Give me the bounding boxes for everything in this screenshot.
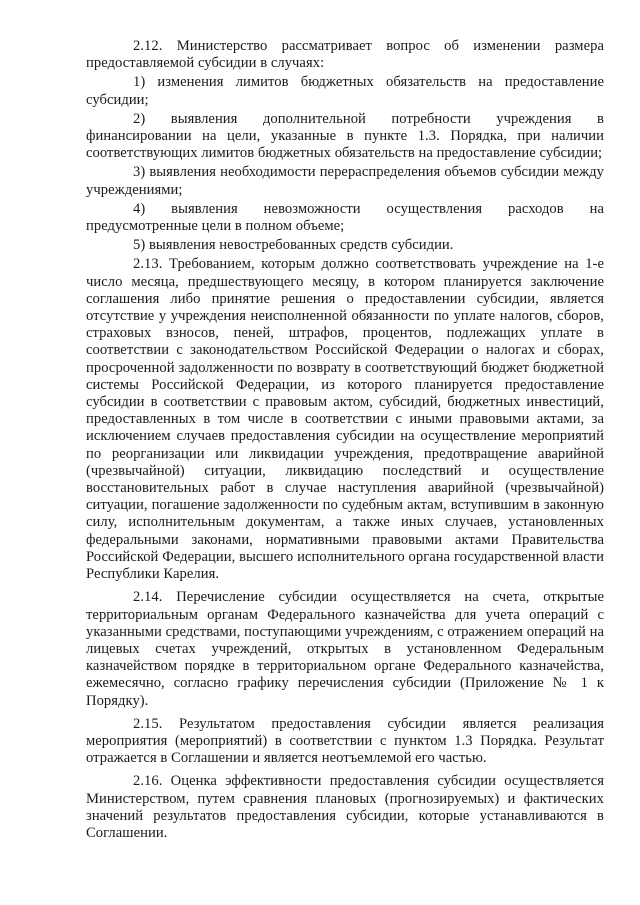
list-item-2-12-1: 1) изменения лимитов бюджетных обязательств на предоставление субсидии; [86, 74, 604, 108]
paragraph-2-12: 2.12. Министерство рассматривает вопрос об изменении размера предоставляемой субсидии в случаях: [86, 38, 604, 72]
list-item-2-12-3: 3) выявления необходимости перераспределения объемов субсидии между учреждениями; [86, 164, 604, 198]
paragraph-2-16: 2.16. Оценка эффективности предоставления субсидии осуществляется Министерством, путем сравнения плановых (прогнозируемых) и фактических значений результатов предоставления субсидии, которые устанавливаются в Соглашении. [86, 773, 604, 841]
list-item-2-12-5: 5) выявления невостребованных средств субсидии. [133, 237, 454, 254]
paragraph-2-15: 2.15. Результатом предоставления субсидии является реализация мероприятия (мероприятий) в соответствии с пунктом 1.3 Порядка. Результат отражается в Соглашении и является неотъемлемой его частью. [86, 715, 604, 767]
document-page [86, 38, 604, 844]
list-item-2-12-2: 2) выявления дополнительной потребности учреждения в финансировании на цели, указанные в пункте 1.3. Порядка, при наличии соответствующих лимитов бюджетных обязательств на предоставление субсидии; [86, 110, 604, 162]
paragraph-2-14: 2.14. Перечисление субсидии осуществляется на счета, открытые территориальным органам Федерального казначейства для учета операций с указанными средствами, поступающими учреждениям, с отражением операций на лицевых счетах учреждений, открытых в установленном Федеральным казначейством порядке в территориальном органе Федерального казначейства, ежемесячно, согласно графику перечисления субсидии (Приложение № 1 к Порядку). [86, 589, 604, 709]
list-item-2-12-4: 4) выявления невозможности осуществления расходов на предусмотренные цели в полном объеме; [86, 200, 604, 235]
paragraph-2-13: 2.13. Требованием, которым должно соответствовать учреждение на 1-е число месяца, предшествующего месяцу, в котором планируется заключение соглашения либо принятие решения о предоставлении субсидии, является отсутствие у учреждения неисполненной обязанности по уплате налогов, сборов, страховых взносов, пеней, штрафов, процентов, подлежащих уплате в соответствии с законодательством Российской Федерации о налогах и сборах, просроченной задолженности по возврату в соответствующий бюджет бюджетной системы Российской Федерации, из которого планируется предоставление субсидии в соответствии с правовым актом, субсидий, бюджетных инвестиций, предоставленных в том числе в соответствии с иными правовыми актами, за исключением случаев предоставления субсидии на осуществление мероприятий по реорганизации или ликвидации учреждения, предотвращение аварийной (чрезвычайной) ситуации, ликвидацию последствий и осуществление восстановительных работ в случае наступления аварийной (чрезвычайной) ситуации, погашение задолженности по судебным актам, вступившим в законную силу, исполнительным документам, а также иных случаев, установленных федеральными законами, нормативными правовыми актами Правительства Российской Федерации, высшего исполнительного органа государственной власти Республики Карелия. [86, 256, 604, 583]
